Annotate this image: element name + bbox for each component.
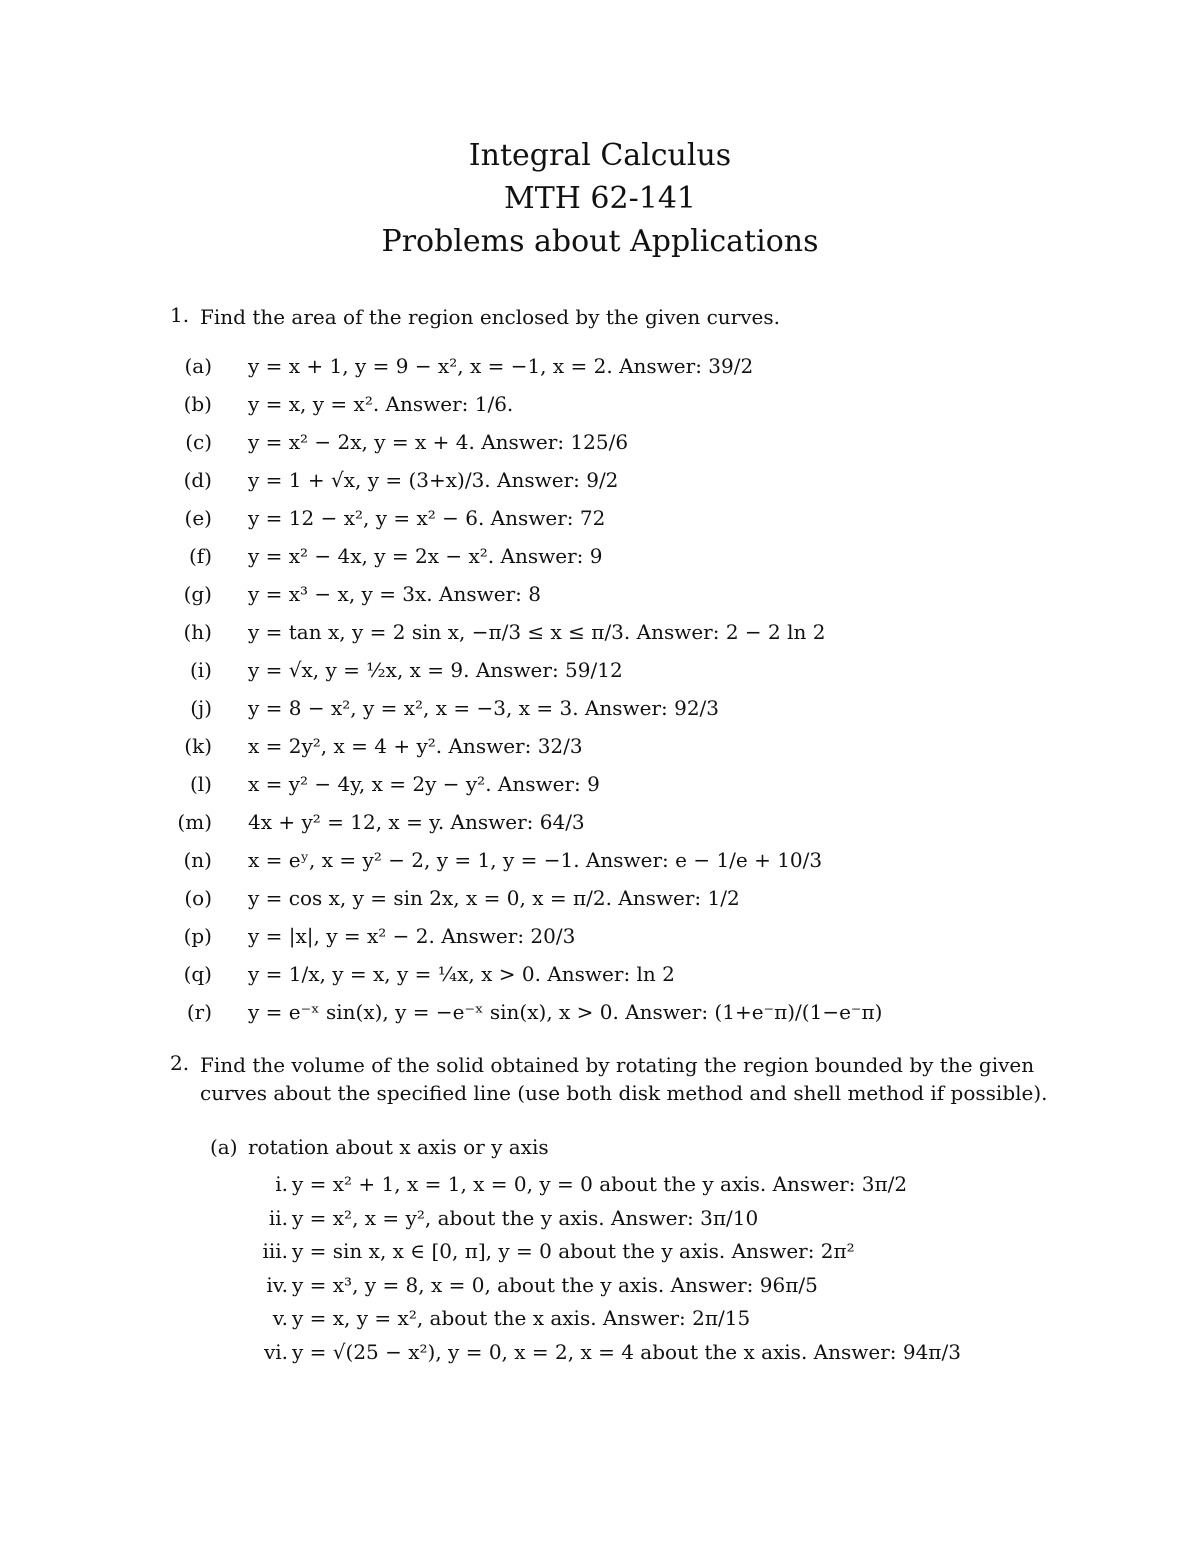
- item-label: iv.: [266, 1272, 288, 1297]
- list-item: [170, 347, 1070, 385]
- page-title: Integral Calculus: [468, 138, 732, 173]
- item-label: (m): [177, 810, 212, 834]
- list-item: [170, 993, 1070, 1031]
- problem-1-items: [170, 347, 1070, 1031]
- item-expression: y = tan x, y = 2 sin x, −π/3 ≤ x ≤ π/3. Answer: 2 − 2 ln 2: [248, 620, 826, 644]
- item-expression: x = 2y², x = 4 + y². Answer: 32/3: [248, 734, 583, 758]
- title-block: [0, 134, 1200, 263]
- item-label: (r): [186, 1000, 212, 1024]
- item-expression: y = e⁻ˣ sin(x), y = −e⁻ˣ sin(x), x > 0. Answer: (1+e⁻π)/(1−e⁻π): [248, 1000, 883, 1024]
- part-text: rotation about x axis or y axis: [248, 1135, 549, 1159]
- list-item: [170, 651, 1070, 689]
- list-item: [170, 1302, 1070, 1336]
- list-item: [170, 917, 1070, 955]
- list-item: [170, 841, 1070, 879]
- course-code: MTH 62-141: [504, 181, 696, 216]
- item-label: iii.: [262, 1239, 288, 1263]
- item-label: ii.: [268, 1205, 288, 1230]
- list-item: [170, 689, 1070, 727]
- item-expression: y = 8 − x², y = x², x = −3, x = 3. Answer: 92/3: [248, 696, 720, 720]
- item-label: (f): [188, 544, 212, 568]
- item-label: (e): [184, 506, 212, 530]
- item-label: (k): [184, 734, 212, 758]
- item-label: i.: [275, 1172, 288, 1196]
- list-item: [170, 613, 1070, 651]
- list-item: [170, 1202, 1070, 1236]
- item-label: (a): [184, 354, 212, 378]
- item-label: vi.: [263, 1339, 288, 1364]
- problem-2a-items: [170, 1168, 1070, 1369]
- item-label: (h): [183, 620, 212, 644]
- list-item: [170, 765, 1070, 803]
- item-expression: y = 12 − x², y = x² − 6. Answer: 72: [248, 506, 606, 530]
- item-expression: y = x² + 1, x = 1, x = 0, y = 0 about the y axis. Answer: 3π/2: [292, 1172, 908, 1196]
- part-label: (a): [210, 1135, 238, 1159]
- item-expression: y = x² − 4x, y = 2x − x². Answer: 9: [248, 544, 603, 568]
- item-label: (d): [183, 468, 212, 492]
- list-item: [170, 537, 1070, 575]
- item-expression: y = 1/x, y = x, y = ¼x, x > 0. Answer: ln 2: [248, 962, 675, 986]
- problem-number: 2.: [170, 1051, 190, 1075]
- list-item: [170, 727, 1070, 765]
- item-expression: x = y² − 4y, x = 2y − y². Answer: 9: [248, 772, 600, 796]
- list-item: [170, 1235, 1070, 1269]
- item-expression: y = √(25 − x²), y = 0, x = 2, x = 4 about the x axis. Answer: 94π/3: [292, 1339, 961, 1364]
- list-item: [170, 423, 1070, 461]
- item-expression: y = x² − 2x, y = x + 4. Answer: 125/6: [248, 430, 629, 454]
- item-expression: y = x², x = y², about the y axis. Answer: 3π/10: [292, 1205, 759, 1230]
- item-label: v.: [272, 1306, 288, 1330]
- item-label: (c): [185, 430, 212, 454]
- list-item: [170, 385, 1070, 423]
- item-expression: y = |x|, y = x² − 2. Answer: 20/3: [248, 924, 576, 948]
- item-expression: y = x³, y = 8, x = 0, about the y axis. Answer: 96π/5: [292, 1272, 818, 1297]
- item-expression: y = x, y = x², about the x axis. Answer: 2π/15: [292, 1306, 751, 1330]
- problem-statement: Find the volume of the solid obtained by rotating the region bounded by the given curves about the specified line (use both disk method and shell method if possible).: [200, 1053, 1048, 1105]
- item-label: (i): [189, 658, 212, 682]
- item-expression: y = √x, y = ½x, x = 9. Answer: 59/12: [248, 658, 623, 682]
- problem-number: 1.: [170, 303, 190, 327]
- item-expression: y = 1 + √x, y = (3+x)/3. Answer: 9/2: [248, 468, 619, 492]
- list-item: [170, 955, 1070, 993]
- item-label: (b): [183, 392, 212, 416]
- item-label: (n): [183, 848, 212, 872]
- item-expression: y = cos x, y = sin 2x, x = 0, x = π/2. Answer: 1/2: [248, 886, 740, 910]
- list-item: [170, 879, 1070, 917]
- item-label: (o): [184, 886, 212, 910]
- item-expression: y = x + 1, y = 9 − x², x = −1, x = 2. Answer: 39/2: [248, 354, 754, 378]
- item-expression: y = x, y = x². Answer: 1/6.: [248, 392, 514, 416]
- item-expression: 4x + y² = 12, x = y. Answer: 64/3: [248, 810, 585, 834]
- item-expression: y = x³ − x, y = 3x. Answer: 8: [248, 582, 541, 606]
- item-expression: x = eʸ, x = y² − 2, y = 1, y = −1. Answer: e − 1/e + 10/3: [248, 848, 823, 872]
- item-label: (q): [183, 962, 212, 986]
- item-label: (p): [183, 924, 212, 948]
- list-item: [170, 575, 1070, 613]
- list-item: [170, 1168, 1070, 1202]
- list-item: [170, 461, 1070, 499]
- list-item: [170, 803, 1070, 841]
- problem-statement: Find the area of the region enclosed by the given curves.: [200, 305, 780, 329]
- item-label: (g): [183, 582, 212, 606]
- page-subtitle: Problems about Applications: [381, 224, 819, 259]
- item-label: (j): [190, 696, 212, 720]
- list-item: [170, 1336, 1070, 1370]
- item-label: (l): [189, 772, 212, 796]
- item-expression: y = sin x, x ∈ [0, π], y = 0 about the y axis. Answer: 2π²: [292, 1239, 855, 1263]
- list-item: [170, 499, 1070, 537]
- list-item: [170, 1269, 1070, 1303]
